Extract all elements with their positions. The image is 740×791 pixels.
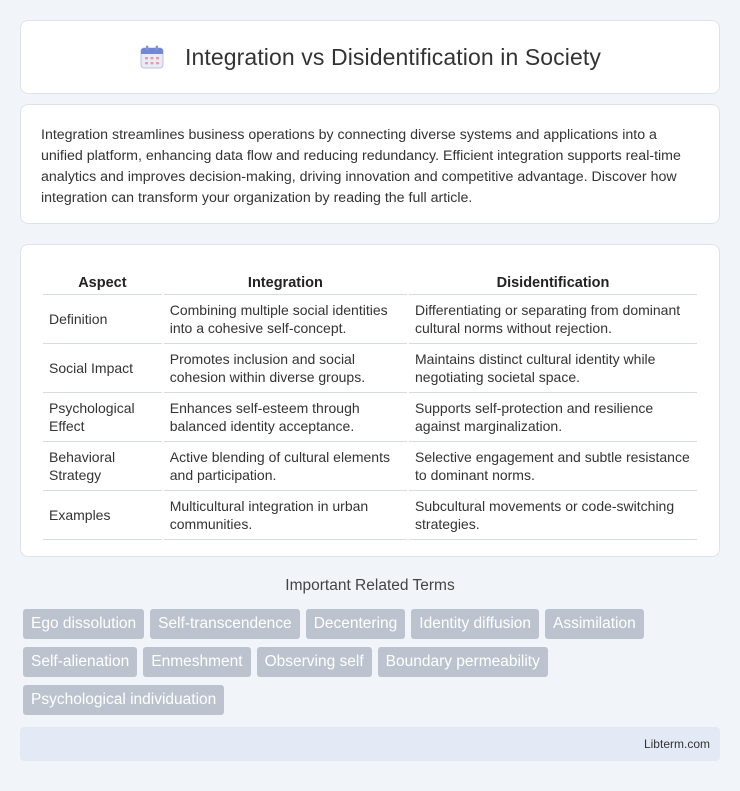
related-term-tag[interactable]: Identity diffusion [411,609,539,639]
related-terms-title: Important Related Terms [285,577,455,594]
related-term-tag[interactable]: Enmeshment [143,647,250,677]
related-terms-list [23,609,723,715]
related-term-tag[interactable]: Ego dissolution [23,609,144,639]
footer-site-link[interactable]: Libterm.com [643,737,710,751]
table-row [43,344,697,393]
header-disidentification: Disidentification [409,265,697,295]
related-term-tag[interactable]: Self-transcendence [150,609,300,639]
cell-aspect: Examples [43,491,162,540]
cell-disidentification: Subcultural movements or code-switching strategies. [409,491,697,540]
related-term-tag[interactable]: Decentering [306,609,406,639]
header-aspect: Aspect [43,265,162,295]
page-title: Integration vs Disidentification in Society [185,43,601,70]
header-integration: Integration [164,265,407,295]
table-row [43,295,697,344]
table-header-row [43,265,697,295]
comparison-table [41,265,699,540]
cell-disidentification: Selective engagement and subtle resistance to dominant norms. [409,442,697,491]
calendar-icon [139,44,165,70]
header [139,44,601,71]
cell-integration: Active blending of cultural elements and participation. [164,442,407,491]
cell-aspect: Behavioral Strategy [43,442,162,491]
cell-aspect: Social Impact [43,344,162,393]
cell-aspect: Definition [43,295,162,344]
cell-integration: Enhances self-esteem through balanced identity acceptance. [164,393,407,442]
table-row [43,393,697,442]
table-row [43,442,697,491]
header-card [20,20,720,94]
cell-disidentification: Supports self-protection and resilience against marginalization. [409,393,697,442]
cell-integration: Promotes inclusion and social cohesion within diverse groups. [164,344,407,393]
cell-integration: Multicultural integration in urban communities. [164,491,407,540]
cell-integration: Combining multiple social identities into a cohesive self-concept. [164,295,407,344]
intro-card [20,104,720,224]
related-term-tag[interactable]: Boundary permeability [378,647,548,677]
related-term-tag[interactable]: Self-alienation [23,647,137,677]
table-row [43,491,697,540]
comparison-card [20,244,720,557]
cell-disidentification: Maintains distinct cultural identity while negotiating societal space. [409,344,697,393]
intro-text: Integration streamlines business operations by connecting diverse systems and applications into a unified platform, enhancing data flow and reducing redundancy. Efficient integration supports real-time analytics and improves decision-making, driving innovation and competitive advantage. Discover how integration can transform your organization by reading the full article. [41,127,681,206]
cell-disidentification: Differentiating or separating from dominant cultural norms without rejection. [409,295,697,344]
related-term-tag[interactable]: Assimilation [545,609,644,639]
footer [20,727,720,761]
related-term-tag[interactable]: Observing self [257,647,372,677]
cell-aspect: Psychological Effect [43,393,162,442]
related-term-tag[interactable]: Psychological individuation [23,685,224,715]
